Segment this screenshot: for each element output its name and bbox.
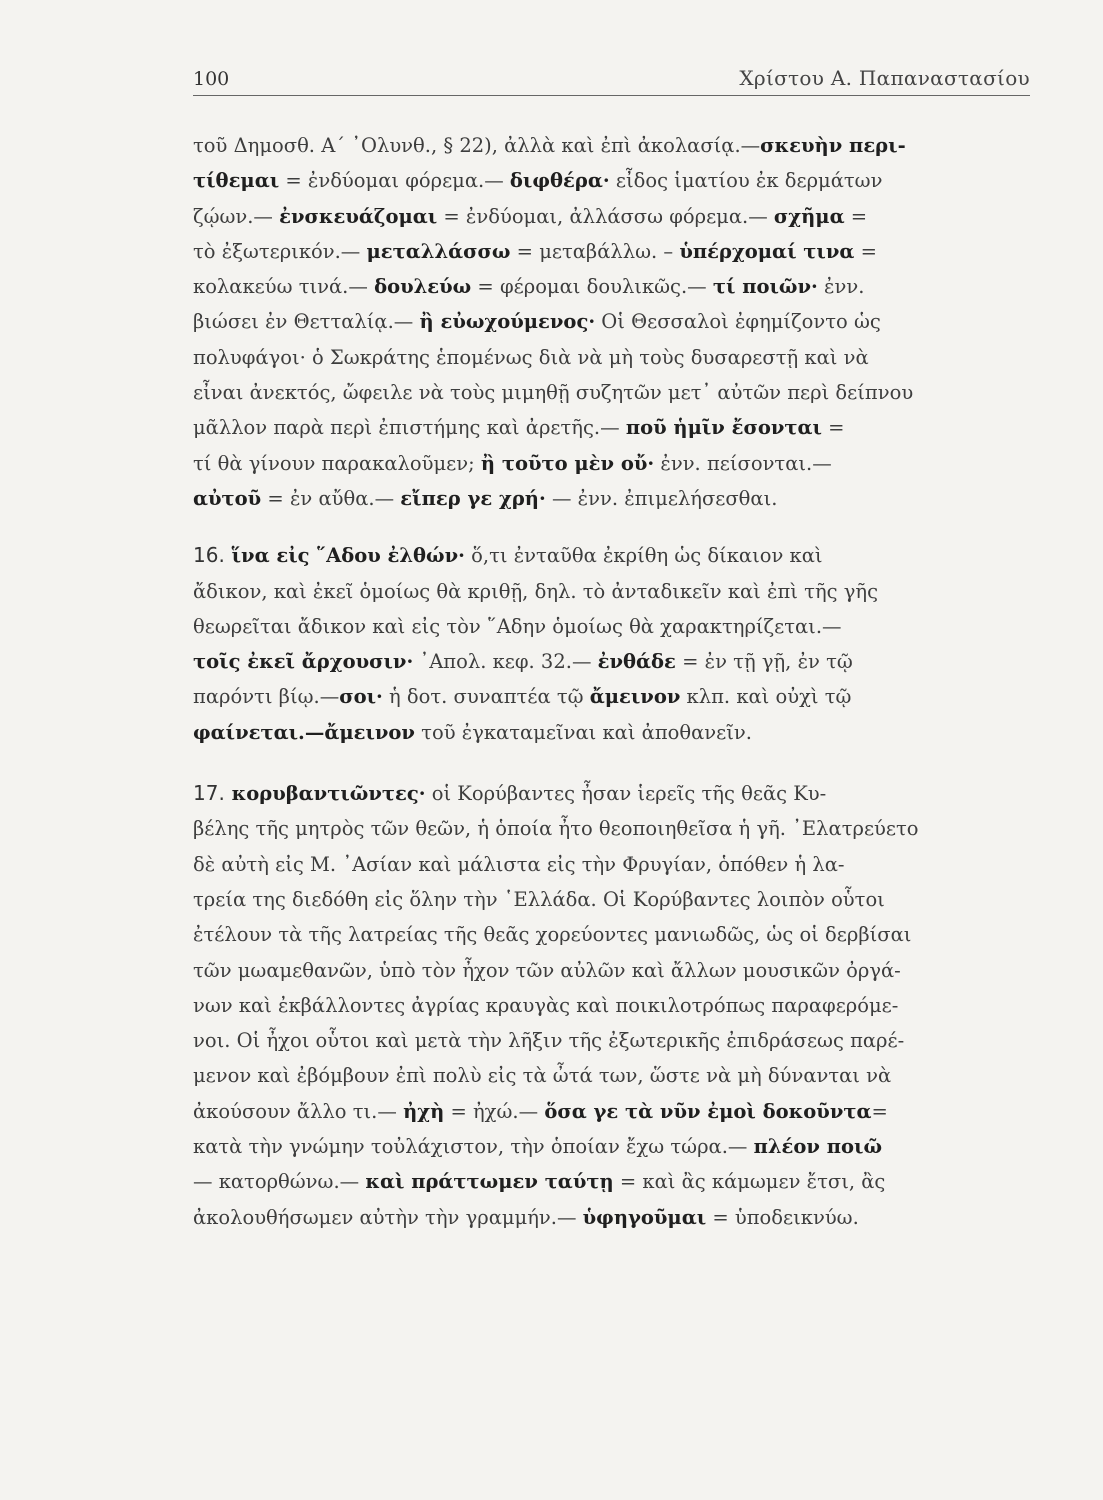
lemma-term: ἐνθάδε <box>597 650 676 674</box>
lemma-term: ἢ εὐωχούμενος· <box>419 310 596 334</box>
text-segment: = ἐνδύομαι φόρεμα.— <box>279 169 510 193</box>
paragraph-glossary <box>193 128 1031 516</box>
lemma-term: καὶ πράττωμεν ταύτῃ <box>365 1170 614 1194</box>
lemma-term: κορυβαντιῶντες· <box>224 782 426 806</box>
running-head: Χρίστου Α. Παπαναστασίου <box>739 66 1030 90</box>
lemma-term: δουλεύω <box>374 275 472 299</box>
text-segment: ὅ,τι ἐνταῦθα ἐκρίθη ὡς δίκαιον καὶ <box>464 544 823 568</box>
text-line <box>193 679 1031 714</box>
lemma-term: τοῖς ἐκεῖ ἄρχουσιν· <box>193 650 414 674</box>
text-line <box>193 375 1031 410</box>
note-number: 17. <box>193 781 225 806</box>
text-line <box>193 882 1031 917</box>
lemma-term: σοι· <box>339 685 383 709</box>
lemma-term: σκευὴν περι- <box>760 134 906 157</box>
text-line <box>193 847 1031 882</box>
text-segment: πολυφάγοι· ὁ Σωκράτης ἑπομένως διὰ νὰ μὴ τοὺς δυσαρεστῇ καὶ νὰ <box>193 345 869 369</box>
text-segment: μενον καὶ ἐβόμβουν ἐπὶ πολὺ εἰς τὰ ὦτά των, ὥστε νὰ μὴ δύνανται νὰ <box>193 1064 892 1088</box>
text-line <box>193 340 1031 375</box>
text-line <box>193 410 1031 445</box>
lemma-term: ποῦ ἡμῖν ἔσονται <box>625 416 822 440</box>
paragraph-17 <box>193 776 1031 1235</box>
lemma-term: μεταλλάσσω <box>366 239 511 263</box>
text-segment: ἐνν. πείσονται.— <box>654 451 832 475</box>
lemma-term: ἢ τοῦτο μὲν οὔ· <box>480 451 655 475</box>
text-line <box>193 811 1031 846</box>
text-segment: τρεία της διεδόθη εἰς ὅλην τὴν ῾Ελλάδα. Οἱ Κορύβαντες λοιπὸν οὗτοι <box>193 887 885 911</box>
text-segment: ἐνν. <box>817 275 865 299</box>
text-line <box>193 304 1031 339</box>
text-line <box>193 917 1031 952</box>
text-segment: παρόντι βίῳ.— <box>193 685 340 709</box>
lemma-term: σχῆμα <box>773 204 845 228</box>
text-segment: ἐτέλουν τὰ τῆς λατρείας τῆς θεᾶς χορεύοντες μανιωδῶς, ὡς οἱ δερβίσαι <box>193 923 912 947</box>
text-segment: = ὑποδεικνύω. <box>706 1205 859 1229</box>
text-segment: = ἐνδύομαι, ἀλλάσσω φόρεμα.— <box>437 204 774 228</box>
text-segment: νων καὶ ἐκβάλλοντες ἀγρίας κραυγὰς καὶ ποικιλοτρόπως παραφερόμε- <box>193 993 899 1017</box>
text-segment: τί θὰ γίνουν παρακαλοῦμεν; <box>193 451 481 475</box>
text-segment: εἶδος ἱματίου ἐκ δερμάτων <box>609 169 883 193</box>
text-segment: = ἐν αὔθα.— <box>261 486 401 510</box>
text-line <box>193 199 1031 234</box>
text-line <box>193 776 1031 811</box>
text-line <box>193 446 1031 481</box>
paragraph-16 <box>193 538 1031 750</box>
page-number: 100 <box>193 68 230 90</box>
text-segment: βέλης τῆς μητρὸς τῶν θεῶν, ἡ ὁποία ἦτο θεοποιηθεῖσα ἡ γῆ. ᾿Ελατρεύετο <box>193 817 919 841</box>
text-segment: = μεταβάλλω. – <box>510 239 680 263</box>
body-text <box>193 128 1031 1235</box>
text-segment: = φέρομαι δουλικῶς.— <box>471 275 713 299</box>
text-segment: = ἠχώ.— <box>444 1099 545 1123</box>
lemma-term: αὐτοῦ <box>193 486 262 510</box>
text-line <box>193 715 1031 750</box>
text-line <box>193 481 1031 516</box>
text-line <box>193 609 1031 644</box>
text-line <box>193 1058 1031 1093</box>
text-line <box>193 128 1031 163</box>
text-segment: ἄδικον, καὶ ἐκεῖ ὁμοίως θὰ κριθῇ, δηλ. τὸ ἀνταδικεῖν καὶ ἐπὶ τῆς γῆς <box>193 579 879 603</box>
lemma-term: ἄμεινον <box>589 685 681 709</box>
text-segment: τοῦ ἐγκαταμεῖναι καὶ ἀποθανεῖν. <box>414 720 752 744</box>
lemma-term: ὑπέρχομαί τινα <box>679 239 855 263</box>
text-segment: = ἐν τῇ γῇ, ἐν τῷ <box>675 650 853 674</box>
text-segment: οἱ Κορύβαντες ἦσαν ἱερεῖς τῆς θεᾶς Κυ- <box>425 782 827 806</box>
text-line <box>193 163 1031 198</box>
text-segment: Οἱ Θεσσαλοὶ ἐφημίζοντο ὡς <box>595 310 881 334</box>
lemma-term: διφθέρα· <box>509 169 610 193</box>
text-segment: = <box>844 204 868 228</box>
text-line <box>193 1023 1031 1058</box>
text-line <box>193 988 1031 1023</box>
text-segment: μᾶλλον παρὰ περὶ ἐπιστήμης καὶ ἀρετῆς.— <box>193 416 626 440</box>
text-segment: = καὶ ἂς κάμωμεν ἔτσι, ἂς <box>613 1170 886 1194</box>
text-segment: κατὰ τὴν γνώμην τοὐλάχιστον, τὴν ὁποίαν ἔχω τώρα.— <box>193 1135 754 1159</box>
text-segment: βιώσει ἐν Θετταλίᾳ.— <box>193 310 420 334</box>
text-segment: κλπ. καὶ οὐχὶ τῷ <box>680 685 852 709</box>
lemma-term: τίθεμαι <box>193 169 280 193</box>
lemma-term: εἴπερ γε χρή· <box>400 486 546 510</box>
paragraph-gap <box>193 516 1031 538</box>
lemma-term: ἠχὴ <box>403 1099 445 1123</box>
paragraph-gap <box>193 750 1031 776</box>
text-segment: — ἐνν. ἐπιμελήσεσθαι. <box>545 486 778 510</box>
header-rule <box>193 95 1030 96</box>
lemma-term: τί ποιῶν· <box>712 275 818 299</box>
lemma-term: ὅσα γε τὰ νῦν ἐμοὶ δοκοῦντα <box>544 1099 872 1123</box>
text-line <box>193 538 1031 573</box>
text-line <box>193 1094 1031 1129</box>
text-segment: = <box>854 239 877 263</box>
text-segment: = <box>871 1099 888 1123</box>
text-line <box>193 1129 1031 1164</box>
text-segment: = <box>821 416 845 440</box>
lemma-term: ὑφηγοῦμαι <box>582 1205 707 1229</box>
text-line <box>193 1200 1031 1235</box>
text-segment: τοῦ Δημοσθ. Α΄ ᾿Ολυνθ., § 22), ἀλλὰ καὶ ἐπὶ ἀκολασίᾳ.— <box>193 134 761 157</box>
text-segment: δὲ αὐτὴ εἰς Μ. ᾿Ασίαν καὶ μάλιστα εἰς τὴν Φρυγίαν, ὁπόθεν ἡ λα- <box>193 852 845 876</box>
text-segment: νοι. Οἱ ἦχοι οὗτοι καὶ μετὰ τὴν λῆξιν τῆς ἐξωτερικῆς ἐπιδράσεως παρέ- <box>193 1029 905 1053</box>
lemma-term: ἵνα εἰς ῞Αδου ἐλθών· <box>224 544 465 568</box>
page-header <box>193 64 1030 94</box>
text-segment: θεωρεῖται ἄδικον καὶ εἰς τὸν ῞Αδην ὁμοίως θὰ χαρακτηρίζεται.— <box>193 614 842 638</box>
text-segment: ἡ δοτ. συναπτέα τῷ <box>382 685 590 709</box>
text-line <box>193 953 1031 988</box>
text-segment: ζῴων.— <box>193 204 280 228</box>
text-segment: εἶναι ἀνεκτός, ὤφειλε νὰ τοὺς μιμηθῇ συζητῶν μετ᾿ αὐτῶν περὶ δείπνου <box>193 381 914 405</box>
text-line <box>193 234 1031 269</box>
lemma-term: ἐνσκευάζομαι <box>279 204 438 228</box>
text-segment: τὸ ἐξωτερικόν.— <box>193 239 367 263</box>
text-segment: τῶν μωαμεθανῶν, ὑπὸ τὸν ἦχον τῶν αὐλῶν καὶ ἄλλων μουσικῶν ὀργά- <box>193 958 901 982</box>
text-segment: κολακεύω τινά.— <box>193 275 375 299</box>
text-segment: ἀκολουθήσωμεν αὐτὴν τὴν γραμμήν.— <box>193 1205 583 1229</box>
text-line <box>193 574 1031 609</box>
lemma-term: πλέον ποιῶ <box>753 1135 883 1159</box>
text-line <box>193 644 1031 679</box>
text-line <box>193 1164 1031 1199</box>
text-line <box>193 269 1031 304</box>
note-number: 16. <box>193 543 225 568</box>
text-segment: — κατορθώνω.— <box>193 1170 366 1194</box>
text-segment: ᾿Απολ. κεφ. 32.— <box>413 650 598 674</box>
lemma-term: φαίνεται.—ἄμεινον <box>193 720 415 744</box>
text-segment: ἀκούσουν ἄλλο τι.— <box>193 1099 404 1123</box>
